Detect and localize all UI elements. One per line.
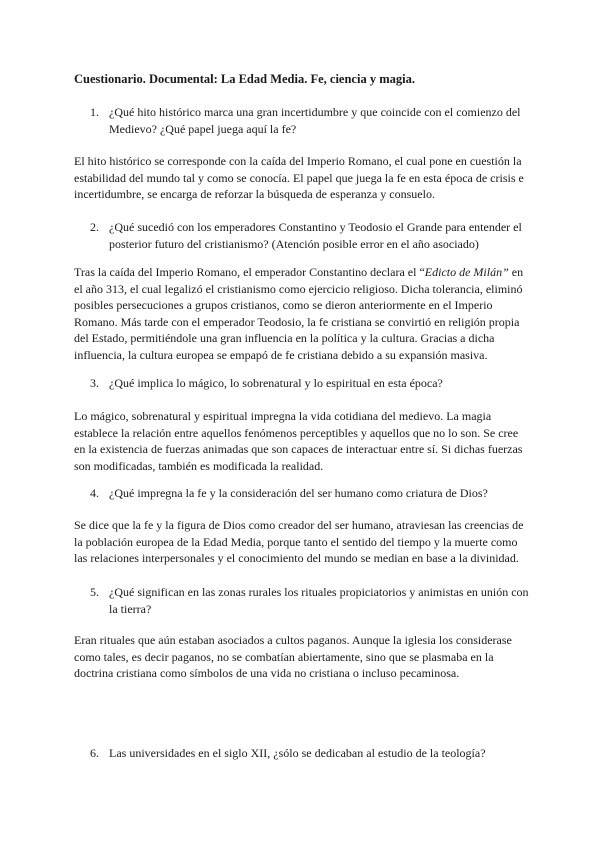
question-text: Las universidades en el siglo XII, ¿sólo se dedicaban al estudio de la teología? bbox=[109, 746, 486, 760]
question-number: 3. bbox=[90, 376, 99, 390]
question-number: 5. bbox=[90, 585, 99, 599]
answer-3: Lo mágico, sobrenatural y espiritual impregna la vida cotidiana del medievo. La magia establece la relación entre aquellos fenómenos perceptibles y aquellos que no lo son. Se cree en la existencia de fuerzas animadas que son capaces de interactuar entre sí. Si dichas fuerzas son modificadas, también es modificada la realidad. bbox=[74, 409, 523, 473]
document-title: Cuestionario. Documental: La Edad Media. Fe, ciencia y magia. bbox=[74, 72, 415, 86]
question-number: 4. bbox=[90, 486, 99, 500]
answer-2 bbox=[74, 264, 530, 364]
answer-text-start: Tras la caída del Imperio Romano, el emperador Constantino declara el “ bbox=[74, 265, 425, 279]
question-number: 1. bbox=[90, 105, 99, 119]
question-6 bbox=[90, 745, 530, 762]
question-3 bbox=[90, 375, 530, 392]
answer-4: Se dice que la fe y la figura de Dios como creador del ser humano, atraviesan las creencias de la población europea de la Edad Media, porque tanto el sentido del tiempo y la muerte como las relaciones interpersonales y el conocimiento del mundo se median en base a la divinidad. bbox=[74, 518, 524, 566]
answer-1: El hito histórico se corresponde con la caída del Imperio Romano, el cual pone en cuestión la estabilidad del mundo tal y como se conocía. El papel que juega la fe en esta época de crisis e incertidumbre, se encarga de reforzar la búsqueda de esperanza y consuelo. bbox=[74, 154, 524, 202]
edict-reference: Edicto de Milán” bbox=[424, 265, 509, 279]
question-text: ¿Qué sucedió con los emperadores Constantino y Teodosio el Grande para entender el posterior futuro del cristianismo? (Atención posible error en el año asociado) bbox=[109, 220, 522, 251]
question-text: ¿Qué impregna la fe y la consideración del ser humano como criatura de Dios? bbox=[109, 486, 488, 500]
question-2 bbox=[90, 219, 530, 252]
question-text: ¿Qué hito histórico marca una gran incertidumbre y que coincide con el comienzo del Medievo? ¿Qué papel juega aquí la fe? bbox=[109, 105, 521, 136]
question-text: ¿Qué implica lo mágico, lo sobrenatural y lo espiritual en esta época? bbox=[109, 376, 443, 390]
question-text: ¿Qué significan en las zonas rurales los rituales propiciatorios y animistas en unión con la tierra? bbox=[109, 585, 529, 616]
question-4 bbox=[90, 485, 530, 502]
question-number: 6. bbox=[90, 746, 99, 760]
question-number: 2. bbox=[90, 220, 99, 234]
answer-text-end: en el año 313, el cual legalizó el cristianismo como ejercicio religioso. Dicha tolerancia, eliminó posibles persecuciones a grupos cristianos, como se dieron anteriormente en el Imperio Romano. Más tarde con el emperador Teodosio, la fe cristiana se convirtió en religión propia del Estado, permitiéndole una gran influencia en la política y la cultura. Gracias a dicha influencia, la cultura europea se empapó de fe cristiana debido a su expansión masiva. bbox=[74, 265, 524, 362]
question-5 bbox=[90, 584, 530, 617]
question-1 bbox=[90, 104, 530, 137]
answer-5: Eran rituales que aún estaban asociados a cultos paganos. Aunque la iglesia los considerase como tales, es decir paganos, no se combatían abiertamente, sino que se plasmaba en la doctrina cristiana como símbolos de una vida no cristiana o incluso pecaminosa. bbox=[74, 633, 512, 681]
